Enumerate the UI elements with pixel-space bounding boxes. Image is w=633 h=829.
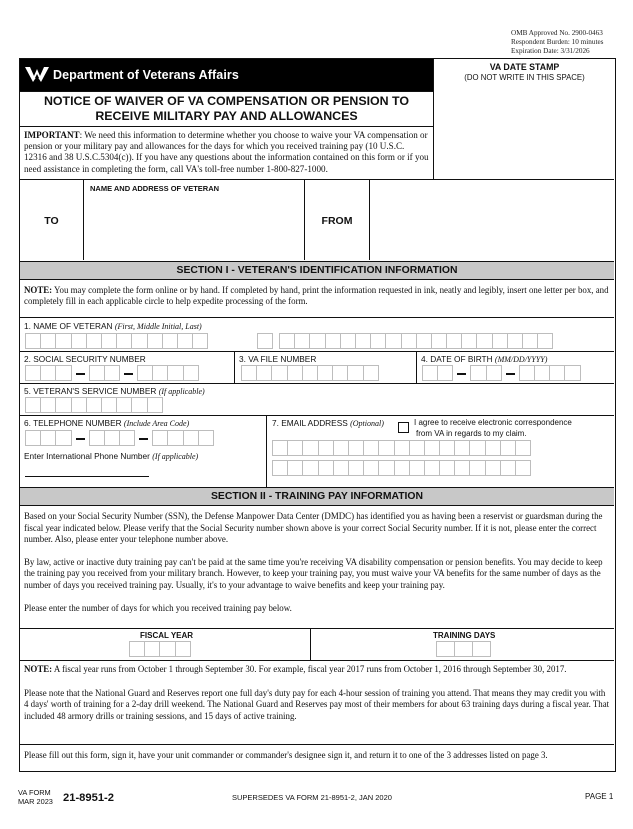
- note-label: NOTE:: [24, 285, 53, 295]
- char-box[interactable]: [152, 430, 168, 446]
- char-box[interactable]: [454, 440, 470, 456]
- va-form-label: VA FORM MAR 2023: [18, 788, 53, 806]
- char-box[interactable]: [272, 440, 288, 456]
- char-box[interactable]: [385, 333, 401, 349]
- form-number: 21-8951-2: [63, 792, 115, 804]
- char-box[interactable]: [89, 365, 105, 381]
- char-box[interactable]: [241, 365, 257, 381]
- service-number-input[interactable]: [25, 397, 162, 413]
- char-box[interactable]: [104, 430, 120, 446]
- char-box[interactable]: [325, 333, 341, 349]
- char-box[interactable]: [25, 365, 41, 381]
- char-box[interactable]: [470, 365, 486, 381]
- char-box[interactable]: [537, 333, 553, 349]
- divider: [266, 416, 267, 487]
- divider: [416, 352, 417, 383]
- char-box[interactable]: [147, 333, 163, 349]
- form-title-line2: RECEIVE MILITARY PAY AND ALLOWANCES: [95, 109, 358, 123]
- char-box[interactable]: [55, 397, 71, 413]
- char-box[interactable]: [472, 641, 491, 657]
- header-bar: [20, 59, 433, 91]
- date-stamp-title: VA DATE STAMP: [489, 62, 560, 72]
- va-file-label: 3. VA FILE NUMBER: [239, 354, 317, 364]
- char-box[interactable]: [71, 333, 87, 349]
- to-label: TO: [44, 215, 59, 227]
- char-box[interactable]: [454, 460, 470, 476]
- char-box[interactable]: [25, 430, 41, 446]
- char-box[interactable]: [437, 365, 453, 381]
- dash-separator: [75, 430, 86, 446]
- email-input-row-2[interactable]: [272, 460, 530, 476]
- char-box[interactable]: [534, 365, 550, 381]
- char-box[interactable]: [439, 440, 455, 456]
- char-box[interactable]: [86, 333, 102, 349]
- char-box[interactable]: [515, 440, 531, 456]
- omb-info: [511, 29, 603, 56]
- dash-separator: [456, 365, 467, 381]
- char-box[interactable]: [287, 440, 303, 456]
- char-box[interactable]: [177, 333, 193, 349]
- char-box[interactable]: [116, 397, 132, 413]
- char-box[interactable]: [167, 430, 183, 446]
- email-label: 7. EMAIL ADDRESS (Optional): [272, 418, 384, 428]
- char-box[interactable]: [309, 333, 325, 349]
- page-number: PAGE 1: [585, 792, 614, 801]
- char-box[interactable]: [519, 365, 535, 381]
- training-days-label: TRAINING DAYS: [433, 631, 496, 640]
- char-box[interactable]: [192, 333, 208, 349]
- char-box[interactable]: [89, 430, 105, 446]
- char-box[interactable]: [279, 333, 295, 349]
- char-box[interactable]: [454, 641, 473, 657]
- char-box[interactable]: [302, 460, 318, 476]
- date-of-birth-input[interactable]: [422, 365, 580, 381]
- fy-note-label: NOTE:: [24, 664, 53, 674]
- ssn-label: 2. SOCIAL SECURITY NUMBER: [24, 354, 146, 364]
- dob-label: 4. DATE OF BIRTH (MM/DD/YYYY): [421, 354, 548, 364]
- char-box[interactable]: [409, 460, 425, 476]
- char-box[interactable]: [348, 440, 364, 456]
- char-box[interactable]: [183, 365, 199, 381]
- email-input-row-1[interactable]: [272, 440, 530, 456]
- char-box[interactable]: [167, 365, 183, 381]
- char-box[interactable]: [101, 333, 117, 349]
- char-box[interactable]: [485, 460, 501, 476]
- char-box[interactable]: [129, 641, 145, 657]
- char-box[interactable]: [317, 365, 333, 381]
- char-box[interactable]: [175, 641, 191, 657]
- char-box[interactable]: [431, 333, 447, 349]
- important-text: : We need this information to determine whether you choose to waive your VA compensation or pension or your military pay and allowances for the days for which you received training pay (10 U.S.C. 12316 and 38 U.S.C.5304(c)). If you have any questions about the information contained on this form or if you need assistance in completing the form, call VA's toll-free number 1-800-827-1000.: [24, 130, 429, 174]
- char-box[interactable]: [159, 641, 175, 657]
- char-box[interactable]: [101, 397, 117, 413]
- from-label: FROM: [321, 215, 353, 227]
- char-box[interactable]: [257, 333, 273, 349]
- training-days-input[interactable]: [436, 641, 490, 657]
- divider: [234, 352, 235, 383]
- return-instructions: Please fill out this form, sign it, have your unit commander or commander's designee sign it, and return it to one of the 3 addresses listed on page 3.: [20, 744, 614, 771]
- char-box[interactable]: [116, 333, 132, 349]
- char-box[interactable]: [500, 440, 516, 456]
- char-box[interactable]: [40, 333, 56, 349]
- char-box[interactable]: [500, 460, 516, 476]
- dmdc-paragraph: Based on your Social Security Number (SSN), the Defense Manpower Data Center (DMDC) has identified you as having been a reservist or guardsman during the fiscal year indicated below. Please verify that the Social Security number shown above is your correct Social Security number. If it is not, please enter the correct number. Also, please enter your telephone number above.: [24, 511, 603, 545]
- char-box[interactable]: [378, 440, 394, 456]
- name-label: 1. NAME OF VETERAN (First, Middle Initial, Last): [24, 321, 202, 331]
- char-box[interactable]: [104, 365, 120, 381]
- char-box[interactable]: [302, 365, 318, 381]
- char-box[interactable]: [401, 333, 417, 349]
- to-from-block: [20, 179, 614, 261]
- form-title-line1: NOTICE OF WAIVER OF VA COMPENSATION OR PENSION TO: [43, 94, 410, 108]
- page-footer: [0, 784, 633, 824]
- char-box[interactable]: [55, 430, 71, 446]
- char-box[interactable]: [469, 460, 485, 476]
- char-box[interactable]: [256, 365, 272, 381]
- char-box[interactable]: [522, 333, 538, 349]
- char-box[interactable]: [147, 397, 163, 413]
- char-box[interactable]: [416, 333, 432, 349]
- important-notice: [20, 126, 433, 179]
- char-box[interactable]: [287, 365, 303, 381]
- char-box[interactable]: [476, 333, 492, 349]
- ssn-input[interactable]: [25, 365, 198, 381]
- dash-separator: [75, 365, 86, 381]
- char-box[interactable]: [25, 397, 41, 413]
- char-box[interactable]: [422, 365, 438, 381]
- section-1-note: [20, 282, 614, 317]
- char-box[interactable]: [347, 365, 363, 381]
- name-address-field[interactable]: [84, 180, 305, 260]
- char-box[interactable]: [340, 333, 356, 349]
- char-box[interactable]: [355, 333, 371, 349]
- divider: [310, 629, 311, 660]
- char-box[interactable]: [40, 430, 56, 446]
- enter-days-paragraph: Please enter the number of days for which you received training pay below.: [24, 602, 292, 613]
- char-box[interactable]: [394, 440, 410, 456]
- char-box[interactable]: [370, 333, 386, 349]
- va-logo-icon: [24, 64, 50, 84]
- char-box[interactable]: [333, 460, 349, 476]
- last-name-input[interactable]: [279, 333, 552, 349]
- char-box[interactable]: [272, 460, 288, 476]
- email-consent-text: I agree to receive electronic correspondence from VA in regards to my claim.: [414, 418, 572, 438]
- fiscal-year-label: FISCAL YEAR: [140, 631, 194, 640]
- date-stamp-subtitle: (DO NOT WRITE IN THIS SPACE): [464, 73, 585, 82]
- fy-note-text: A fiscal year runs from October 1 through September 30. For example, fiscal year 2017 runs from October 1, 2016 through September 30, 2017.: [52, 664, 567, 674]
- fiscal-year-input[interactable]: [129, 641, 190, 657]
- dash-separator: [123, 365, 134, 381]
- char-box[interactable]: [55, 365, 71, 381]
- char-box[interactable]: [55, 333, 71, 349]
- fiscal-year-training-days-row: [20, 628, 614, 660]
- phone-email-row: [20, 415, 614, 487]
- char-box[interactable]: [424, 460, 440, 476]
- form-title: [20, 91, 433, 126]
- intl-phone-input[interactable]: [25, 476, 149, 477]
- char-box[interactable]: [333, 440, 349, 456]
- char-box[interactable]: [564, 365, 580, 381]
- law-paragraph: By law, active or inactive duty training pay can't be paid at the same time you're receiving VA disability compensation or pension benefits. You may decide to keep the training pay you received from your military branch. However, to keep your training pay, you must waive your VA benefits for the same number of days as the number of days you received training pay. Usually, it's to your advantage to waive benefits and keep your training pay.: [24, 556, 603, 590]
- char-box[interactable]: [318, 440, 334, 456]
- char-box[interactable]: [86, 397, 102, 413]
- char-box[interactable]: [198, 430, 214, 446]
- char-box[interactable]: [424, 440, 440, 456]
- char-box[interactable]: [152, 365, 168, 381]
- char-box[interactable]: [409, 440, 425, 456]
- char-box[interactable]: [507, 333, 523, 349]
- dash-separator: [138, 430, 149, 446]
- intl-phone-label: Enter International Phone Number (If applicable): [24, 451, 199, 461]
- important-label: IMPORTANT: [24, 130, 80, 140]
- service-number-row: [20, 383, 614, 415]
- char-box[interactable]: [394, 460, 410, 476]
- char-box[interactable]: [131, 397, 147, 413]
- char-box[interactable]: [144, 641, 160, 657]
- name-row: [20, 317, 614, 351]
- char-box[interactable]: [25, 333, 41, 349]
- first-name-input[interactable]: [25, 333, 207, 349]
- char-box[interactable]: [137, 365, 153, 381]
- section-2-body: [20, 508, 614, 628]
- char-box[interactable]: [363, 440, 379, 456]
- char-box[interactable]: [332, 365, 348, 381]
- char-box[interactable]: [302, 440, 318, 456]
- char-box[interactable]: [363, 460, 379, 476]
- char-box[interactable]: [446, 333, 462, 349]
- char-box[interactable]: [436, 641, 455, 657]
- char-box[interactable]: [40, 365, 56, 381]
- national-guard-paragraph: Please note that the National Guard and Reserves report one full day's duty pay for each 4-hour session of training you attend. That means they may credit you with 4 days' worth of training for a 2-day drill weekend. The National Guard and Reserves pay most of their members for about 63 training days during a fiscal year. That included 48 armory drills or training sessions, and 15 days of active training.: [24, 687, 610, 721]
- va-file-number-input[interactable]: [241, 365, 378, 381]
- ssn-vafile-dob-row: [20, 351, 614, 383]
- char-box[interactable]: [40, 397, 56, 413]
- char-box[interactable]: [131, 333, 147, 349]
- char-box[interactable]: [486, 365, 502, 381]
- dash-separator: [505, 365, 516, 381]
- char-box[interactable]: [469, 440, 485, 456]
- form-page: [19, 58, 616, 772]
- char-box[interactable]: [318, 460, 334, 476]
- department-name: Department of Veterans Affairs: [53, 68, 239, 82]
- char-box[interactable]: [119, 430, 135, 446]
- section-2-header: SECTION II - TRAINING PAY INFORMATION: [20, 487, 614, 506]
- omb-approved: OMB Approved No. 2900-0463: [511, 29, 603, 37]
- telephone-label: 6. TELEPHONE NUMBER (Include Area Code): [24, 418, 190, 428]
- char-box[interactable]: [271, 365, 287, 381]
- section-1-header: SECTION I - VETERAN'S IDENTIFICATION INFORMATION: [20, 261, 614, 280]
- char-box[interactable]: [461, 333, 477, 349]
- to-cell: [20, 180, 84, 260]
- service-number-label: 5. VETERAN'S SERVICE NUMBER (If applicable): [24, 386, 205, 396]
- supersedes-note: SUPERSEDES VA FORM 21-8951-2, JAN 2020: [232, 793, 392, 802]
- email-consent-checkbox[interactable]: [398, 422, 409, 433]
- char-box[interactable]: [549, 365, 565, 381]
- char-box[interactable]: [439, 460, 455, 476]
- char-box[interactable]: [162, 333, 178, 349]
- char-box[interactable]: [287, 460, 303, 476]
- middle-initial-input[interactable]: [257, 333, 272, 349]
- char-box[interactable]: [71, 397, 87, 413]
- char-box[interactable]: [485, 440, 501, 456]
- va-date-stamp: [433, 59, 615, 179]
- char-box[interactable]: [348, 460, 364, 476]
- char-box[interactable]: [492, 333, 508, 349]
- char-box[interactable]: [294, 333, 310, 349]
- char-box[interactable]: [363, 365, 379, 381]
- omb-burden: Respondent Burden: 10 minutes: [511, 38, 604, 46]
- char-box[interactable]: [515, 460, 531, 476]
- note-text: You may complete the form online or by hand. If completed by hand, print the information requested in ink, neatly and legibly, insert one letter per box, and completely fill in each applicable circle to help expedite processing of the form.: [24, 285, 609, 307]
- char-box[interactable]: [378, 460, 394, 476]
- char-box[interactable]: [183, 430, 199, 446]
- from-cell: [305, 180, 370, 260]
- name-address-label: NAME AND ADDRESS OF VETERAN: [90, 184, 220, 193]
- from-address-field[interactable]: [370, 180, 614, 260]
- omb-expiration: Expiration Date: 3/31/2026: [511, 47, 590, 55]
- telephone-input[interactable]: [25, 430, 213, 446]
